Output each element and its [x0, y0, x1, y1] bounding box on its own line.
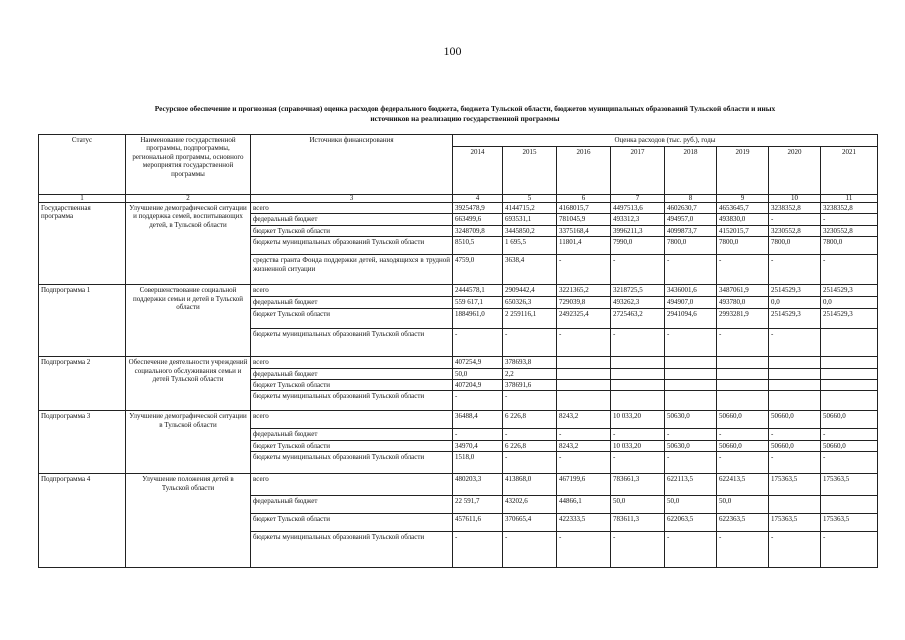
amount-cell: 3230552,8: [821, 225, 878, 236]
amount-cell: 467199,6: [557, 474, 611, 496]
amount-cell: [717, 368, 769, 379]
amount-cell: -: [717, 429, 769, 440]
header-estimate: Оценка расходов (тыс. руб.), годы: [453, 135, 878, 147]
funding-source-cell: бюджеты муниципальных образований Тульской области: [251, 237, 453, 255]
status-cell: Государственная программа: [39, 203, 126, 285]
amount-cell: 3218725,5: [611, 285, 665, 297]
funding-source-cell: бюджеты муниципальных образований Тульской области: [251, 391, 453, 411]
amount-cell: 4602630,7: [665, 203, 717, 214]
amount-cell: [769, 357, 821, 368]
amount-cell: 8243,2: [557, 440, 611, 451]
amount-cell: 7800,0: [821, 237, 878, 255]
funding-source-cell: федеральный бюджет: [251, 368, 453, 379]
amount-cell: 6 226,8: [503, 440, 557, 451]
amount-cell: 4497513,6: [611, 203, 665, 214]
amount-cell: 663499,6: [453, 214, 503, 225]
amount-cell: -: [503, 329, 557, 357]
amount-cell: 2514529,3: [769, 309, 821, 329]
amount-cell: -: [665, 532, 717, 568]
column-index: 11: [821, 195, 878, 203]
amount-cell: 34970,4: [453, 440, 503, 451]
funding-source-cell: всего: [251, 285, 453, 297]
amount-cell: -: [503, 429, 557, 440]
amount-cell: -: [611, 452, 665, 474]
amount-cell: 378693,8: [503, 357, 557, 368]
amount-cell: 3238352,8: [821, 203, 878, 214]
amount-cell: -: [557, 532, 611, 568]
amount-cell: [665, 391, 717, 411]
amount-cell: 11801,4: [557, 237, 611, 255]
amount-cell: 175363,5: [769, 474, 821, 496]
amount-cell: 2941094,6: [665, 309, 717, 329]
program-name-cell: Улучшение демографической ситуации и поддержка семей, воспитывающих детей, в Тульской области: [126, 203, 251, 285]
amount-cell: 3248709,8: [453, 225, 503, 236]
amount-cell: -: [821, 452, 878, 474]
amount-cell: -: [821, 532, 878, 568]
funding-source-cell: федеральный бюджет: [251, 429, 453, 440]
amount-cell: 175363,5: [769, 514, 821, 532]
column-index: 6: [557, 195, 611, 203]
header-year: 2014: [453, 147, 503, 195]
amount-cell: 1884961,0: [453, 309, 503, 329]
amount-cell: -: [611, 429, 665, 440]
amount-cell: 422333,5: [557, 514, 611, 532]
amount-cell: 36488,4: [453, 411, 503, 429]
amount-cell: 10 033,20: [611, 411, 665, 429]
amount-cell: [557, 368, 611, 379]
amount-cell: -: [557, 255, 611, 285]
amount-cell: 4653645,7: [717, 203, 769, 214]
amount-cell: 4099873,7: [665, 225, 717, 236]
header-status: Статус: [39, 135, 126, 195]
amount-cell: 50660,0: [821, 411, 878, 429]
table-row: [39, 285, 878, 297]
amount-cell: [611, 380, 665, 391]
amount-cell: -: [717, 532, 769, 568]
amount-cell: 378691,6: [503, 380, 557, 391]
amount-cell: 3436001,6: [665, 285, 717, 297]
funding-source-cell: бюджет Тульской области: [251, 380, 453, 391]
amount-cell: [717, 380, 769, 391]
amount-cell: 559 617,1: [453, 297, 503, 309]
document-title: [70, 104, 860, 124]
amount-cell: 783611,3: [611, 514, 665, 532]
amount-cell: [821, 380, 878, 391]
amount-cell: [557, 391, 611, 411]
amount-cell: 3221365,2: [557, 285, 611, 297]
header-year: 2015: [503, 147, 557, 195]
funding-source-cell: бюджеты муниципальных образований Тульской области: [251, 452, 453, 474]
amount-cell: [717, 357, 769, 368]
amount-cell: 622063,5: [665, 514, 717, 532]
amount-cell: 7800,0: [665, 237, 717, 255]
amount-cell: 43202,6: [503, 496, 557, 514]
amount-cell: 493830,0: [717, 214, 769, 225]
amount-cell: 650326,3: [503, 297, 557, 309]
funding-source-cell: всего: [251, 357, 453, 368]
amount-cell: 2444578,1: [453, 285, 503, 297]
amount-cell: -: [453, 329, 503, 357]
header-row: [39, 135, 878, 147]
amount-cell: 3996211,3: [611, 225, 665, 236]
funding-source-cell: бюджет Тульской области: [251, 514, 453, 532]
amount-cell: 2514529,3: [821, 309, 878, 329]
status-cell: Подпрограмма 1: [39, 285, 126, 357]
amount-cell: -: [453, 429, 503, 440]
amount-cell: 50,0: [665, 496, 717, 514]
amount-cell: 413868,0: [503, 474, 557, 496]
amount-cell: 729039,8: [557, 297, 611, 309]
amount-cell: 493780,0: [717, 297, 769, 309]
amount-cell: 0,0: [769, 297, 821, 309]
amount-cell: 50,0: [717, 496, 769, 514]
amount-cell: 4168015,7: [557, 203, 611, 214]
amount-cell: -: [503, 532, 557, 568]
amount-cell: [769, 391, 821, 411]
amount-cell: 175363,5: [821, 514, 878, 532]
funding-source-cell: федеральный бюджет: [251, 496, 453, 514]
column-index: 7: [611, 195, 665, 203]
amount-cell: 10 033,20: [611, 440, 665, 451]
amount-cell: 6 226,8: [503, 411, 557, 429]
amount-cell: 50660,0: [821, 440, 878, 451]
amount-cell: [665, 368, 717, 379]
amount-cell: [611, 391, 665, 411]
amount-cell: 1518,0: [453, 452, 503, 474]
header-source: Источники финансирования: [251, 135, 453, 195]
funding-source-cell: федеральный бюджет: [251, 214, 453, 225]
amount-cell: [821, 357, 878, 368]
amount-cell: 783661,3: [611, 474, 665, 496]
table-row: [39, 474, 878, 496]
amount-cell: -: [665, 429, 717, 440]
amount-cell: 7800,0: [717, 237, 769, 255]
amount-cell: 3445850,2: [503, 225, 557, 236]
amount-cell: 494907,0: [665, 297, 717, 309]
amount-cell: -: [717, 255, 769, 285]
amount-cell: 494957,0: [665, 214, 717, 225]
header-year: 2020: [769, 147, 821, 195]
amount-cell: [665, 380, 717, 391]
funding-source-cell: бюджеты муниципальных образований Тульской области: [251, 532, 453, 568]
amount-cell: -: [557, 452, 611, 474]
amount-cell: -: [717, 329, 769, 357]
amount-cell: 7800,0: [769, 237, 821, 255]
amount-cell: 407204,9: [453, 380, 503, 391]
header-year: 2019: [717, 147, 769, 195]
amount-cell: 493312,3: [611, 214, 665, 225]
amount-cell: 3238352,8: [769, 203, 821, 214]
amount-cell: -: [611, 532, 665, 568]
column-index: 1: [39, 195, 126, 203]
amount-cell: 2 259116,1: [503, 309, 557, 329]
amount-cell: 50,0: [453, 368, 503, 379]
funding-source-cell: бюджеты муниципальных образований Тульской области: [251, 329, 453, 357]
amount-cell: 370665,4: [503, 514, 557, 532]
header-year: 2017: [611, 147, 665, 195]
amount-cell: 22 591,7: [453, 496, 503, 514]
amount-cell: 44866,1: [557, 496, 611, 514]
column-index: 8: [665, 195, 717, 203]
program-name-cell: Совершенствование социальной поддержки семьи и детей в Тульской области: [126, 285, 251, 357]
amount-cell: -: [769, 429, 821, 440]
amount-cell: -: [769, 532, 821, 568]
amount-cell: 50660,0: [717, 411, 769, 429]
amount-cell: 407254,9: [453, 357, 503, 368]
amount-cell: 8510,5: [453, 237, 503, 255]
amount-cell: 781045,9: [557, 214, 611, 225]
amount-cell: [769, 368, 821, 379]
amount-cell: 3925478,9: [453, 203, 503, 214]
amount-cell: -: [611, 329, 665, 357]
status-cell: Подпрограмма 3: [39, 411, 126, 474]
header-year: 2016: [557, 147, 611, 195]
amount-cell: 480203,3: [453, 474, 503, 496]
amount-cell: -: [769, 214, 821, 225]
amount-cell: 2,2: [503, 368, 557, 379]
amount-cell: 622413,5: [717, 474, 769, 496]
amount-cell: 4759,0: [453, 255, 503, 285]
column-index: 5: [503, 195, 557, 203]
amount-cell: -: [769, 329, 821, 357]
funding-source-cell: средства гранта Фонда поддержки детей, находящихся в трудной жизненной ситуации: [251, 255, 453, 285]
amount-cell: [557, 380, 611, 391]
status-cell: Подпрограмма 2: [39, 357, 126, 411]
amount-cell: 2514529,3: [769, 285, 821, 297]
amount-cell: 4144715,2: [503, 203, 557, 214]
program-name-cell: Обеспечение деятельности учреждений социального обслуживания семьи и детей Тульской области: [126, 357, 251, 411]
header-year: 2018: [665, 147, 717, 195]
funding-source-cell: бюджет Тульской области: [251, 309, 453, 329]
amount-cell: 1 695,5: [503, 237, 557, 255]
column-index-row: [39, 195, 878, 203]
amount-cell: 50660,0: [717, 440, 769, 451]
amount-cell: [821, 329, 878, 357]
amount-cell: -: [453, 532, 503, 568]
amount-cell: [611, 357, 665, 368]
column-index: 3: [251, 195, 453, 203]
column-index: 10: [769, 195, 821, 203]
amount-cell: 622363,5: [717, 514, 769, 532]
amount-cell: 2725463,2: [611, 309, 665, 329]
funding-source-cell: всего: [251, 411, 453, 429]
amount-cell: 50,0: [611, 496, 665, 514]
amount-cell: 2492325,4: [557, 309, 611, 329]
amount-cell: 0,0: [821, 297, 878, 309]
amount-cell: 2514529,3: [821, 285, 878, 297]
amount-cell: -: [821, 255, 878, 285]
amount-cell: [769, 496, 821, 514]
status-cell: Подпрограмма 4: [39, 474, 126, 568]
amount-cell: [821, 391, 878, 411]
amount-cell: -: [821, 429, 878, 440]
amount-cell: -: [665, 255, 717, 285]
table-row: [39, 357, 878, 368]
amount-cell: [821, 496, 878, 514]
document-title-line-2: источников на реализацию государственной программы: [370, 114, 560, 123]
table-row: [39, 411, 878, 429]
amount-cell: 7990,0: [611, 237, 665, 255]
amount-cell: 3638,4: [503, 255, 557, 285]
amount-cell: 50660,0: [769, 440, 821, 451]
budget-table: [38, 134, 878, 568]
amount-cell: 493262,3: [611, 297, 665, 309]
amount-cell: 457611,6: [453, 514, 503, 532]
amount-cell: 3487061,9: [717, 285, 769, 297]
amount-cell: 4152015,7: [717, 225, 769, 236]
amount-cell: -: [769, 255, 821, 285]
amount-cell: -: [557, 329, 611, 357]
amount-cell: [611, 368, 665, 379]
amount-cell: 50660,0: [769, 411, 821, 429]
amount-cell: -: [453, 391, 503, 411]
page-number: 100: [443, 44, 462, 58]
amount-cell: 50630,0: [665, 440, 717, 451]
amount-cell: 3230552,8: [769, 225, 821, 236]
funding-source-cell: всего: [251, 474, 453, 496]
amount-cell: -: [557, 429, 611, 440]
amount-cell: 2993281,9: [717, 309, 769, 329]
amount-cell: 50630,0: [665, 411, 717, 429]
amount-cell: -: [665, 452, 717, 474]
program-name-cell: Улучшение положения детей в Тульской области: [126, 474, 251, 568]
amount-cell: 2909442,4: [503, 285, 557, 297]
amount-cell: 622113,5: [665, 474, 717, 496]
funding-source-cell: всего: [251, 203, 453, 214]
funding-source-cell: бюджет Тульской области: [251, 440, 453, 451]
amount-cell: -: [821, 214, 878, 225]
column-index: 4: [453, 195, 503, 203]
column-index: 9: [717, 195, 769, 203]
funding-source-cell: федеральный бюджет: [251, 297, 453, 309]
amount-cell: -: [611, 255, 665, 285]
header-year: 2021: [821, 147, 878, 195]
amount-cell: [717, 391, 769, 411]
document-title-line-1: Ресурсное обеспечение и прогнозная (справочная) оценка расходов федерального бюджета, бюджета Тульской области, бюджетов муниципальных образований Тульской области и иных: [154, 104, 776, 113]
header-name: Наименование государственной программы, подпрограммы, региональной программы, основного мероприятия государственной программы: [126, 135, 251, 195]
amount-cell: [821, 368, 878, 379]
amount-cell: -: [665, 329, 717, 357]
amount-cell: -: [717, 452, 769, 474]
amount-cell: 3375168,4: [557, 225, 611, 236]
funding-source-cell: бюджет Тульской области: [251, 225, 453, 236]
amount-cell: 693531,1: [503, 214, 557, 225]
amount-cell: 175363,5: [821, 474, 878, 496]
amount-cell: -: [503, 391, 557, 411]
amount-cell: [769, 380, 821, 391]
amount-cell: -: [503, 452, 557, 474]
amount-cell: 8243,2: [557, 411, 611, 429]
column-index: 2: [126, 195, 251, 203]
table-row: [39, 203, 878, 214]
program-name-cell: Улучшение демографической ситуации в Тульской области: [126, 411, 251, 474]
amount-cell: -: [769, 452, 821, 474]
amount-cell: [557, 357, 611, 368]
amount-cell: [665, 357, 717, 368]
